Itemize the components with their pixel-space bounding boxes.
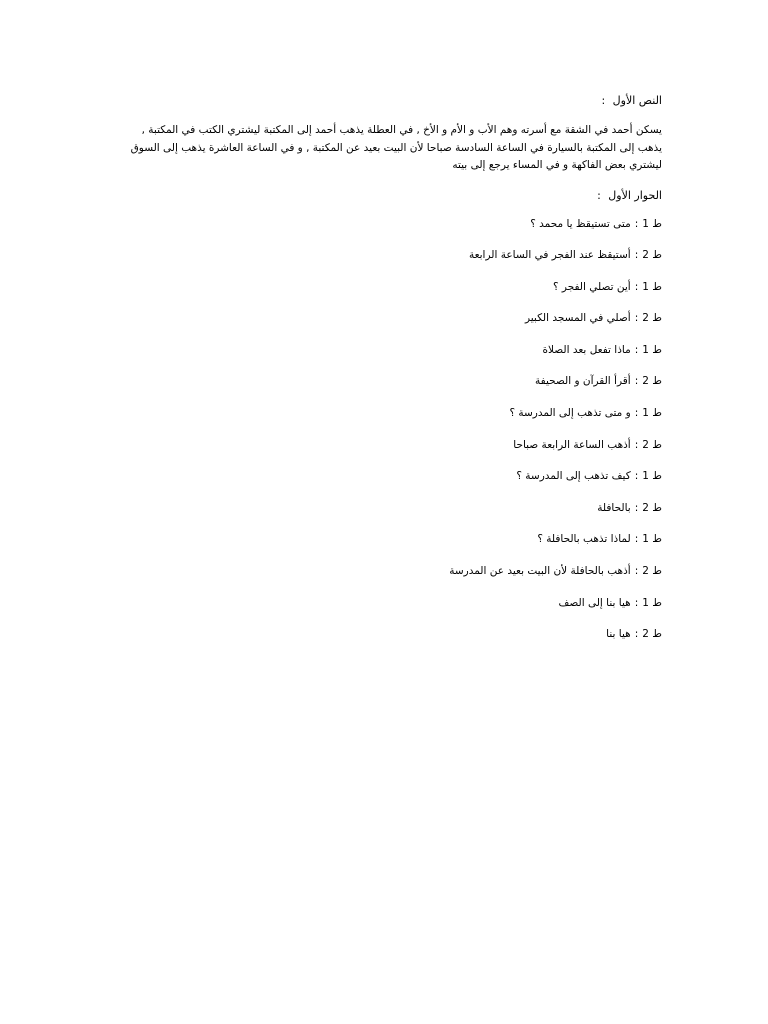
dialog-list: [122, 215, 662, 644]
heading-first-dialog: [122, 187, 662, 205]
dialog-separator: :: [634, 375, 639, 388]
dialog-separator: :: [634, 565, 639, 578]
speaker-label: ط 2: [642, 438, 662, 451]
dialog-line: [122, 499, 662, 517]
dialog-text: أين تصلي الفجر ؟: [553, 280, 631, 293]
dialog-line: [122, 594, 662, 612]
dialog-text: أذهب الساعة الرابعة صباحا: [513, 438, 631, 451]
dialog-separator: :: [634, 438, 639, 451]
speaker-label: ط 2: [642, 628, 662, 641]
dialog-separator: :: [634, 533, 639, 546]
dialog-separator: :: [634, 312, 639, 325]
dialog-line: [122, 372, 662, 390]
dialog-separator: :: [634, 280, 639, 293]
dialog-text: و متى تذهب إلى المدرسة ؟: [509, 407, 631, 420]
dialog-line: [122, 309, 662, 327]
heading-dialog-label: الحوار الأول: [608, 188, 662, 202]
paragraph-line: يسكن أحمد في الشقة مع أسرته وهم الأب و الأم و الأخ , في العطلة يذهب أحمد إلى المكتبة ليشتري الكتب في المكتبة ,: [141, 124, 662, 136]
dialog-text: متى تستيقظ يا محمد ؟: [530, 217, 631, 230]
paragraph-line: يذهب إلى المكتبة بالسيارة في الساعة السادسة صباحا لأن البيت بعيد عن المكتبة , و في الساعة العاشرة يذهب إلى السوق: [130, 141, 662, 154]
dialog-text: أقرأ القرآن و الصحيفة: [535, 375, 631, 388]
dialog-line: [122, 215, 662, 233]
dialog-separator: :: [634, 343, 639, 356]
speaker-label: ط 2: [642, 249, 662, 262]
dialog-separator: :: [634, 470, 639, 483]
dialog-line: [122, 341, 662, 359]
dialog-separator: :: [634, 596, 639, 609]
dialog-line: [122, 404, 662, 422]
speaker-label: ط 1: [642, 217, 662, 230]
dialog-text: لماذا تذهب بالحافلة ؟: [537, 533, 631, 546]
dialog-separator: :: [634, 249, 639, 262]
heading-first-label: النص الأول: [612, 94, 662, 107]
story-paragraph: [122, 122, 662, 175]
dialog-line: [122, 436, 662, 454]
document-body: [122, 92, 662, 657]
heading-dialog-colon: :: [597, 188, 601, 202]
dialog-text: بالحافلة: [597, 501, 631, 514]
paragraph-line: ليشتري بعض الفاكهة و في المساء يرجع إلى بيته: [452, 159, 662, 171]
dialog-line: [122, 467, 662, 485]
dialog-separator: :: [634, 407, 639, 420]
speaker-label: ط 1: [642, 533, 662, 546]
speaker-label: ط 1: [642, 407, 662, 420]
dialog-separator: :: [634, 217, 639, 230]
speaker-label: ط 1: [642, 596, 662, 609]
dialog-text: أصلي في المسجد الكبير: [524, 312, 631, 325]
dialog-text: كيف تذهب إلى المدرسة ؟: [516, 470, 631, 483]
speaker-label: ط 1: [642, 470, 662, 483]
heading-first-text: [122, 92, 662, 110]
dialog-separator: :: [634, 628, 639, 641]
dialog-text: هيا بنا: [606, 628, 631, 641]
dialog-line: [122, 246, 662, 264]
speaker-label: ط 2: [642, 312, 662, 325]
dialog-text: هيا بنا إلى الصف: [558, 596, 631, 609]
dialog-text: ماذا تفعل بعد الصلاة: [542, 343, 631, 356]
dialog-text: أذهب بالحافلة لأن البيت بعيد عن المدرسة: [449, 565, 631, 578]
speaker-label: ط 1: [642, 280, 662, 293]
heading-first-colon: :: [601, 94, 606, 107]
dialog-separator: :: [634, 501, 639, 514]
speaker-label: ط 2: [642, 375, 662, 388]
dialog-line: [122, 278, 662, 296]
dialog-text: أستيقظ عند الفجر في الساعة الرابعة: [468, 249, 631, 262]
speaker-label: ط 2: [642, 565, 662, 578]
speaker-label: ط 1: [642, 343, 662, 356]
dialog-line: [122, 530, 662, 548]
dialog-line: [122, 562, 662, 580]
speaker-label: ط 2: [642, 501, 662, 514]
dialog-line: [122, 625, 662, 643]
